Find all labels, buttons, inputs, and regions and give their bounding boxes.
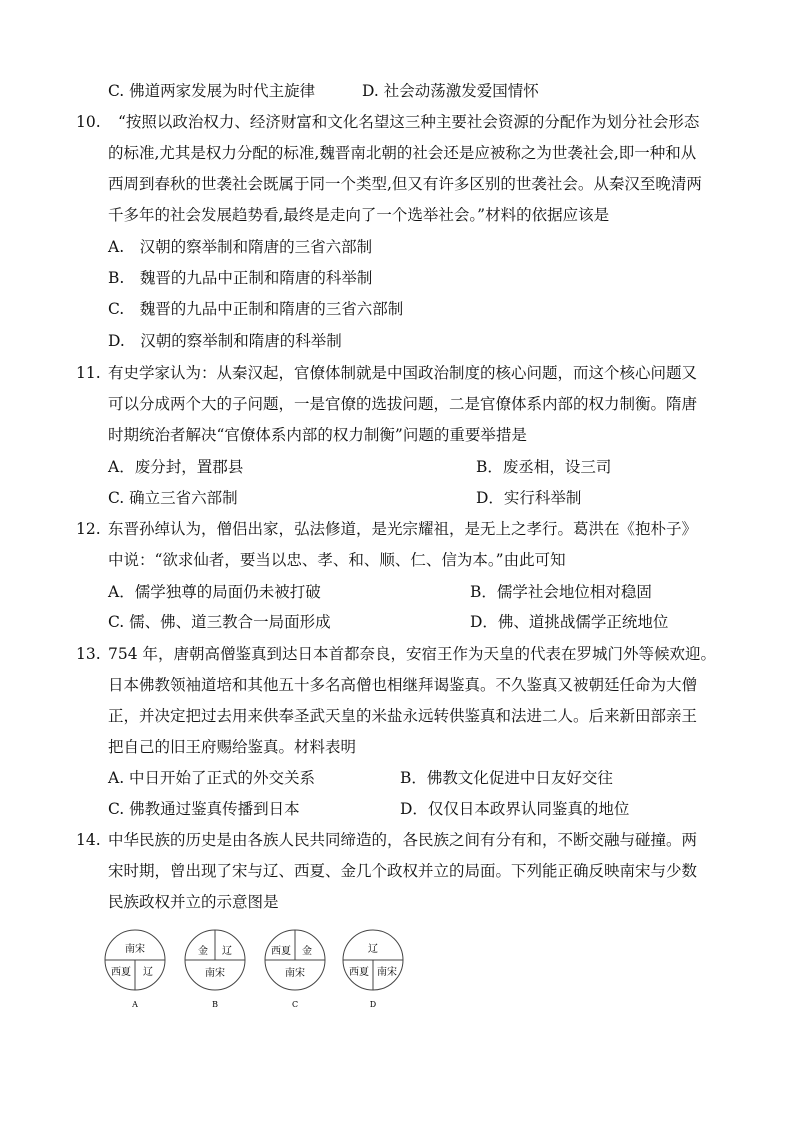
- question-10-option-d[interactable]: D. 汉朝的察举制和隋唐的科举制: [108, 332, 342, 350]
- regime-diagrams: [100, 925, 420, 1015]
- question-14-text-line: 中华民族的历史是由各族人民共同缔造的，各民族之间有分有和，不断交融与碰撞。两: [108, 831, 698, 849]
- prev-question-option-d[interactable]: D. 社会动荡激发爱国情怀: [362, 82, 539, 100]
- question-10-text-line: 千多年的社会发展趋势看,最终是走向了一个选举社会。”材料的依据应该是: [108, 206, 610, 224]
- diagram-option-d[interactable]: [343, 930, 403, 1009]
- question-13-option-a[interactable]: A. 中日开始了正式的外交关系: [108, 769, 316, 787]
- diagram-option-c[interactable]: [265, 930, 325, 1009]
- question-12-option-d[interactable]: D．佛、道挑战儒学正统地位: [470, 613, 669, 631]
- diagram-label-bottom-left: 西夏: [111, 967, 131, 978]
- question-13-text-line: 日本佛教领袖道培和其他五十多名高僧也相继拜谒鉴真。不久鉴真又被朝廷任命为大僧: [108, 676, 698, 694]
- question-11-number: 11.: [76, 364, 101, 382]
- prev-question-option-c[interactable]: C. 佛道两家发展为时代主旋律: [108, 82, 316, 100]
- question-13-option-c[interactable]: C. 佛教通过鉴真传播到日本: [108, 800, 300, 818]
- question-11-text-line: 时期统治者解决“官僚体系内部的权力制衡”问题的重要举措是: [108, 426, 527, 444]
- diagram-label-top: 南宋: [125, 944, 145, 955]
- question-11-option-d[interactable]: D．实行科举制: [476, 489, 582, 507]
- question-12-text-line: 中说：“欲求仙者，要当以忠、孝、和、顺、仁、信为本。”由此可知: [108, 551, 566, 569]
- question-12-number: 12.: [76, 520, 101, 538]
- question-11-option-c[interactable]: C. 确立三省六部制: [108, 489, 238, 507]
- diagram-label-top-right: 金: [302, 946, 312, 957]
- diagram-label-bottom: 南宋: [285, 968, 305, 979]
- question-13-option-d[interactable]: D．仅仅日本政界认同鉴真的地位: [400, 800, 630, 818]
- question-12-text-line: 东晋孙绰认为，僧侣出家，弘法修道，是光宗耀祖，是无上之孝行。葛洪在《抱朴子》: [108, 520, 698, 538]
- question-11-text-line: 有史学家认为：从秦汉起，官僚体制就是中国政治制度的核心问题，而这个核心问题又: [108, 364, 698, 382]
- question-14-number: 14.: [76, 831, 101, 849]
- question-10-option-a[interactable]: A. 汉朝的察举制和隋唐的三省六部制: [108, 238, 373, 256]
- diagram-label-top-right: 辽: [222, 946, 232, 957]
- question-10-option-c[interactable]: C. 魏晋的九品中正制和隋唐的三省六部制: [108, 300, 404, 318]
- question-13-number: 13.: [76, 645, 101, 663]
- diagram-option-b[interactable]: [185, 930, 245, 1009]
- question-10-text-line: 西周到春秋的世袭社会既属于同一个类型,但又有许多区别的世袭社会。从秦汉至晚清两: [108, 175, 702, 193]
- question-13-option-b[interactable]: B．佛教文化促进中日友好交往: [400, 769, 613, 787]
- question-14-text-line: 宋时期，曾出现了宋与辽、西夏、金几个政权并立的局面。下列能正确反映南宋与少数: [108, 862, 698, 880]
- diagram-caption: D: [369, 1000, 377, 1009]
- question-12-option-c[interactable]: C. 儒、佛、道三教合一局面形成: [108, 613, 331, 631]
- question-11-text-line: 可以分成两个大的子问题，一是官僚的选拔问题，二是官僚体系内部的权力制衡。隋唐: [108, 395, 698, 413]
- diagram-caption: C: [291, 1000, 299, 1009]
- diagram-label-bottom: 南宋: [205, 968, 225, 979]
- question-13-text-line: 把自己的旧王府赐给鉴真。材料表明: [108, 738, 357, 756]
- diagram-option-a[interactable]: [105, 930, 165, 1009]
- question-13-text-line: 754 年，唐朝高僧鉴真到达日本首都奈良，安宿王作为天皇的代表在罗城门外等候欢迎。: [108, 645, 717, 663]
- diagram-caption: B: [212, 1000, 218, 1009]
- diagram-label-top-left: 西夏: [271, 946, 291, 957]
- question-13-text-line: 正，并决定把过去用来供奉圣武天皇的米盐永远转供鉴真和法进二人。后来新田部亲王: [108, 707, 698, 725]
- question-11-option-b[interactable]: B．废丞相，设三司: [476, 458, 612, 476]
- diagram-label-bottom-right: 南宋: [377, 967, 397, 978]
- question-10-text-line: 的标准,尤其是权力分配的标准,魏晋南北朝的社会还是应被称之为世袭社会,即一种和从: [108, 144, 697, 162]
- question-11-option-a[interactable]: A．废分封，置郡县: [108, 458, 244, 476]
- question-12-option-b[interactable]: B．儒学社会地位相对稳固: [470, 583, 652, 601]
- diagram-caption: A: [132, 1000, 138, 1009]
- diagram-label-bottom-right: 辽: [143, 967, 153, 978]
- diagram-label-top-left: 金: [198, 946, 208, 957]
- question-10-text-line: “按照以政治权力、经济财富和文化名望这三种主要社会资源的分配作为划分社会形态: [118, 113, 700, 131]
- question-10-option-b[interactable]: B. 魏晋的九品中正制和隋唐的科举制: [108, 269, 373, 287]
- question-10-number: 10.: [76, 113, 101, 131]
- question-12-option-a[interactable]: A．儒学独尊的局面仍未被打破: [108, 583, 321, 601]
- diagram-label-bottom-left: 西夏: [349, 967, 369, 978]
- question-14-text-line: 民族政权并立的示意图是: [108, 893, 279, 911]
- diagram-label-top: 辽: [368, 944, 378, 955]
